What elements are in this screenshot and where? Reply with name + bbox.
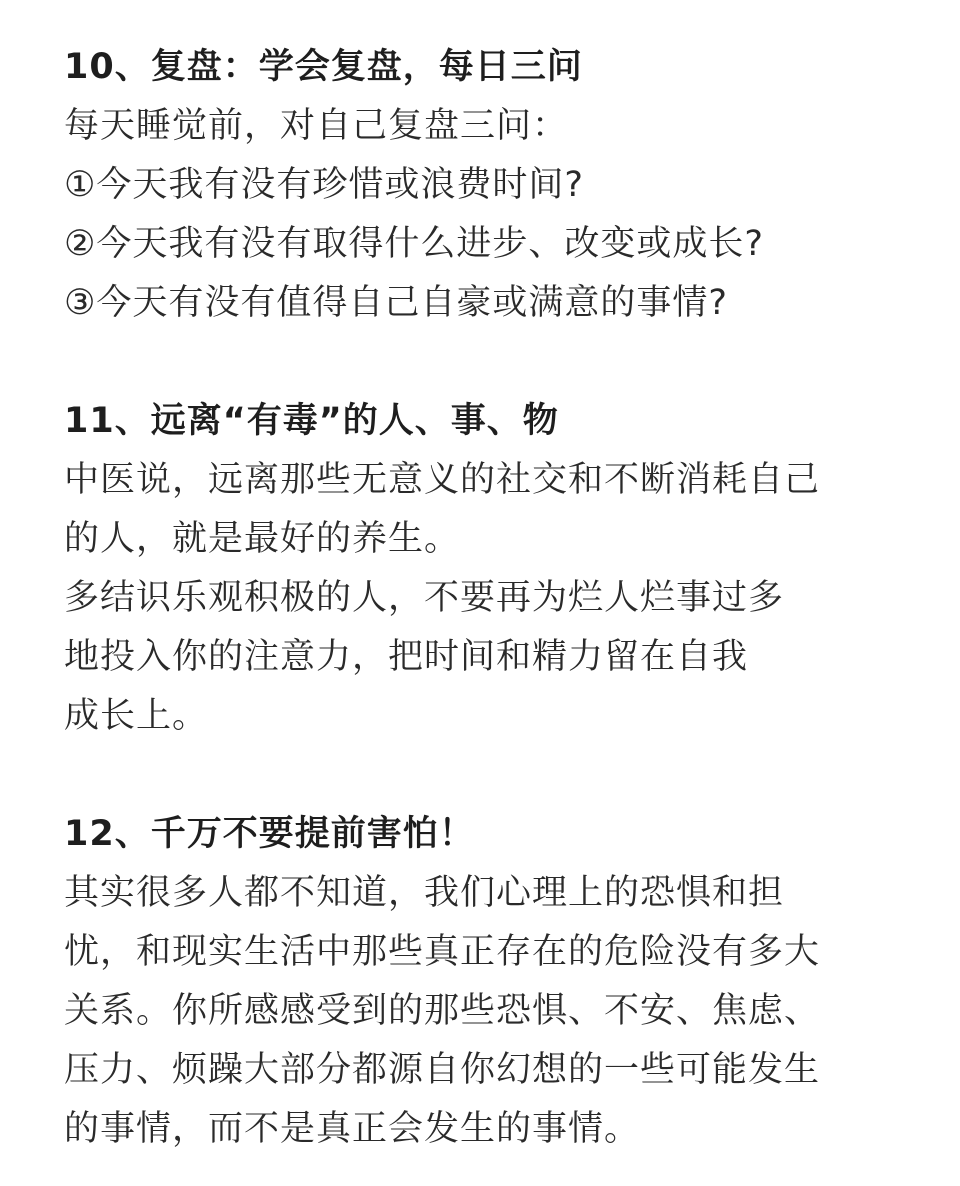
paragraph-line: 压力、烦躁大部分都源自你幻想的一些可能发生 — [64, 1050, 821, 1090]
paragraph-line: 成长上。 — [64, 696, 209, 736]
question-item-1: ①今天我有没有珍惜或浪费时间? — [64, 165, 584, 205]
paragraph-line: 多结识乐观积极的人，不要再为烂人烂事过多 — [64, 578, 785, 618]
question-item-2: ②今天我有没有取得什么进步、改变或成长? — [64, 224, 764, 264]
paragraph-line: 中医说，远离那些无意义的社交和不断消耗自己 — [64, 460, 821, 500]
section-heading: 11、远离“有毒”的人、事、物 — [64, 401, 559, 441]
paragraph-line: 其实很多人都不知道，我们心理上的恐惧和担 — [64, 873, 785, 913]
paragraph-line: 忧，和现实生活中那些真正存在的危险没有多大 — [64, 932, 821, 972]
section-heading: 12、千万不要提前害怕！ — [64, 814, 475, 854]
question-item-3: ③今天有没有值得自己自豪或满意的事情? — [64, 283, 728, 323]
section-10-review — [64, 38, 920, 333]
section-11-avoid-toxic — [64, 392, 920, 746]
paragraph-line: 地投入你的注意力，把时间和精力留在自我 — [64, 637, 749, 677]
paragraph-line: 的人，就是最好的养生。 — [64, 519, 461, 559]
paragraph-line: 每天睡觉前，对自己复盘三问： — [64, 106, 569, 146]
section-heading: 10、复盘：学会复盘，每日三问 — [64, 47, 583, 87]
section-12-dont-fear — [64, 805, 920, 1159]
paragraph-line: 关系。你所感感受到的那些恐惧、不安、焦虑、 — [64, 991, 821, 1031]
paragraph-line: 的事情，而不是真正会发生的事情。 — [64, 1109, 641, 1149]
